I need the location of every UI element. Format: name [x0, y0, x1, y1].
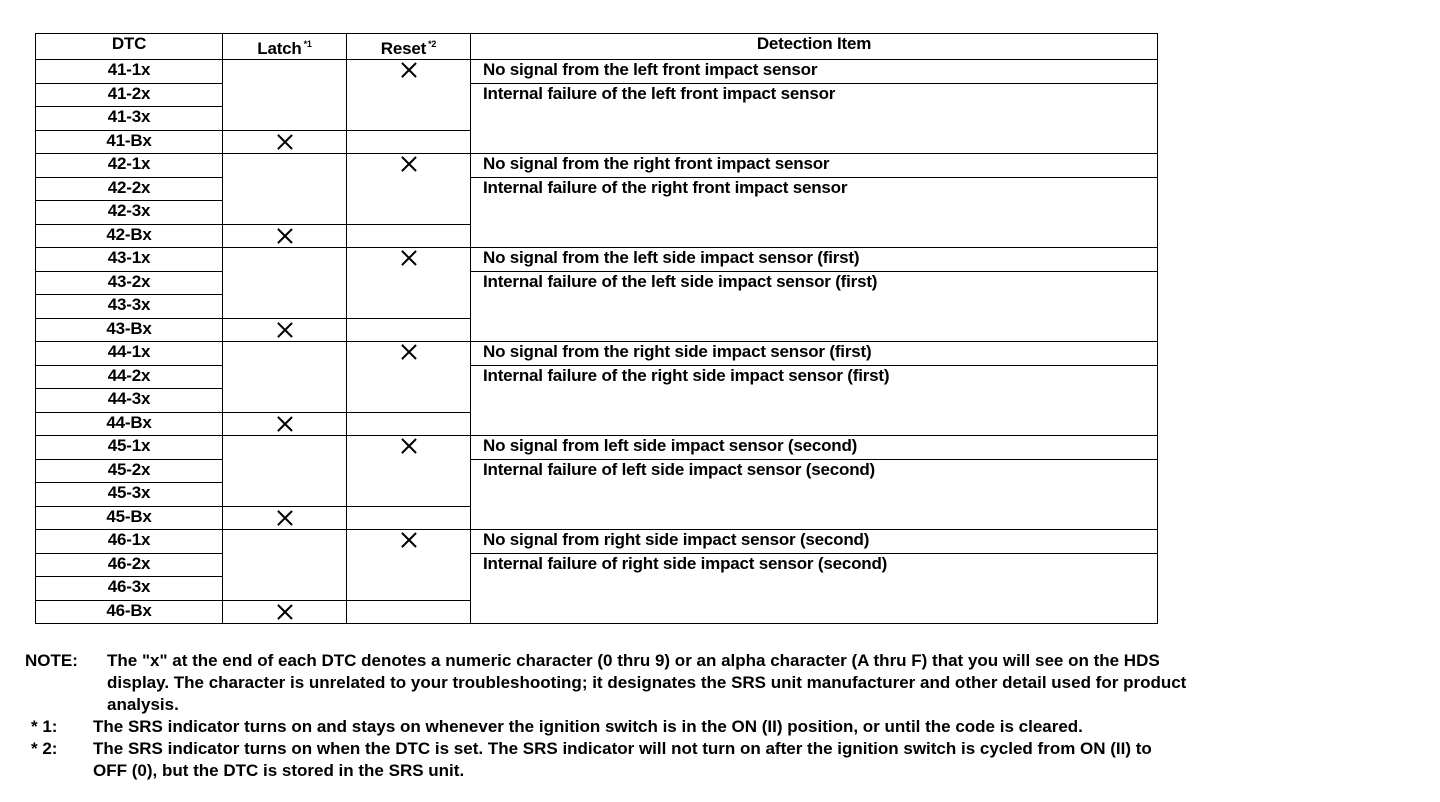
x-mark-icon [277, 322, 293, 338]
table-row [36, 248, 1158, 272]
detection-item-no-signal: No signal from right side impact sensor (second) [471, 530, 1158, 554]
reset-cell-marked [347, 60, 471, 131]
note-text-line-1: The "x" at the end of each DTC denotes a numeric character (0 thru 9) or an alpha character (A thru F) that you will see on the HDS [107, 651, 1160, 670]
dtc-code: 45-3x [36, 483, 223, 507]
reset-cell-marked [347, 342, 471, 413]
reset-cell-marked [347, 154, 471, 225]
dtc-code: 45-1x [36, 436, 223, 460]
latch-cell-empty [223, 436, 347, 507]
x-mark-icon [401, 532, 417, 548]
detection-item-no-signal: No signal from the left side impact sensor (first) [471, 248, 1158, 272]
note-label: NOTE: [25, 651, 78, 670]
dtc-code: 41-3x [36, 107, 223, 131]
table-row [36, 83, 1158, 107]
dtc-code: 41-2x [36, 83, 223, 107]
detection-item-internal: Internal failure of the left side impact sensor (first) [471, 271, 1158, 342]
dtc-code: 45-Bx [36, 506, 223, 530]
dtc-code: 44-Bx [36, 412, 223, 436]
footnote-2 [25, 738, 1405, 760]
x-mark-icon [277, 416, 293, 432]
reset-cell-marked [347, 248, 471, 319]
table-row [36, 530, 1158, 554]
footnote-2-text-line-1: The SRS indicator turns on when the DTC is set. The SRS indicator will not turn on after the ignition switch is cycled from ON (II) to [93, 739, 1152, 758]
latch-footnote-ref: *1 [303, 39, 312, 49]
x-mark-icon [277, 604, 293, 620]
dtc-code: 41-1x [36, 60, 223, 84]
footnote-2-text-line-2: OFF (0), but the DTC is stored in the SRS unit. [93, 761, 465, 780]
x-mark-icon [401, 438, 417, 454]
note-text-line-3: analysis. [107, 695, 179, 714]
dtc-code: 45-2x [36, 459, 223, 483]
dtc-code: 43-2x [36, 271, 223, 295]
detection-item-internal: Internal failure of the right front impact sensor [471, 177, 1158, 248]
table-header-row [36, 34, 1158, 60]
latch-cell-empty [223, 342, 347, 413]
reset-cell-empty [347, 412, 471, 436]
dtc-code: 42-3x [36, 201, 223, 225]
latch-cell-marked [223, 130, 347, 154]
dtc-code: 46-Bx [36, 600, 223, 624]
detection-item-no-signal: No signal from the right front impact sensor [471, 154, 1158, 178]
detection-item-internal: Internal failure of left side impact sensor (second) [471, 459, 1158, 530]
footnote-1 [25, 716, 1405, 738]
dtc-code: 46-3x [36, 577, 223, 601]
header-reset: Reset $^{*2}$ [347, 34, 471, 60]
table-row [36, 342, 1158, 366]
table-row [36, 459, 1158, 483]
footnote-1-label: * 1: [31, 717, 58, 736]
x-mark-icon [277, 134, 293, 150]
dtc-code: 42-2x [36, 177, 223, 201]
table-row [36, 271, 1158, 295]
detection-item-no-signal: No signal from the right side impact sensor (first) [471, 342, 1158, 366]
dtc-code: 42-1x [36, 154, 223, 178]
note-paragraph [25, 650, 1405, 672]
note-continuation [25, 672, 1405, 694]
header-latch: Latch $^{*1}$ [223, 34, 347, 60]
x-mark-icon [401, 62, 417, 78]
dtc-table [35, 33, 1158, 624]
note-text-line-2: display. The character is unrelated to your troubleshooting; it designates the SRS unit manufacturer and other detail used for product [107, 673, 1187, 692]
reset-cell-empty [347, 224, 471, 248]
reset-cell-empty [347, 600, 471, 624]
dtc-code: 41-Bx [36, 130, 223, 154]
dtc-code: 44-1x [36, 342, 223, 366]
dtc-code: 42-Bx [36, 224, 223, 248]
dtc-code: 43-Bx [36, 318, 223, 342]
dtc-code: 44-2x [36, 365, 223, 389]
table-row [36, 177, 1158, 201]
note-indent [25, 672, 107, 694]
table-row [36, 365, 1158, 389]
reset-cell-empty [347, 506, 471, 530]
note-continuation [25, 694, 1405, 716]
table-row [36, 553, 1158, 577]
detection-item-internal: Internal failure of the right side impact sensor (first) [471, 365, 1158, 436]
x-mark-icon [401, 250, 417, 266]
detection-item-internal: Internal failure of right side impact sensor (second) [471, 553, 1158, 624]
footnote-2-continuation [25, 760, 1405, 782]
latch-cell-marked [223, 600, 347, 624]
latch-cell-empty [223, 530, 347, 601]
x-mark-icon [277, 510, 293, 526]
reset-cell-marked [347, 530, 471, 601]
notes-section [25, 650, 1405, 782]
reset-cell-empty [347, 130, 471, 154]
latch-cell-marked [223, 318, 347, 342]
latch-cell-empty [223, 60, 347, 131]
reset-footnote-ref: *2 [428, 39, 437, 49]
table-body [36, 60, 1158, 624]
latch-cell-marked [223, 412, 347, 436]
footnote-2-label: * 2: [31, 739, 58, 758]
dtc-code: 46-1x [36, 530, 223, 554]
footnote-1-text: The SRS indicator turns on and stays on whenever the ignition switch is in the ON (II) position, or until the code is cleared. [93, 717, 1083, 736]
table-row [36, 154, 1158, 178]
x-mark-icon [401, 344, 417, 360]
dtc-code: 43-1x [36, 248, 223, 272]
latch-cell-empty [223, 154, 347, 225]
latch-cell-marked [223, 224, 347, 248]
x-mark-icon [401, 156, 417, 172]
dtc-code: 46-2x [36, 553, 223, 577]
table-row [36, 60, 1158, 84]
latch-cell-marked [223, 506, 347, 530]
header-dtc: DTC [36, 34, 223, 60]
detection-item-internal: Internal failure of the left front impact sensor [471, 83, 1158, 154]
reset-cell-empty [347, 318, 471, 342]
footnote-indent [25, 760, 93, 782]
table-row [36, 436, 1158, 460]
dtc-code: 44-3x [36, 389, 223, 413]
latch-cell-empty [223, 248, 347, 319]
x-mark-icon [277, 228, 293, 244]
reset-cell-marked [347, 436, 471, 507]
header-detection-item: Detection Item [471, 34, 1158, 60]
detection-item-no-signal: No signal from the left front impact sensor [471, 60, 1158, 84]
detection-item-no-signal: No signal from left side impact sensor (second) [471, 436, 1158, 460]
dtc-code: 43-3x [36, 295, 223, 319]
note-indent [25, 694, 107, 716]
